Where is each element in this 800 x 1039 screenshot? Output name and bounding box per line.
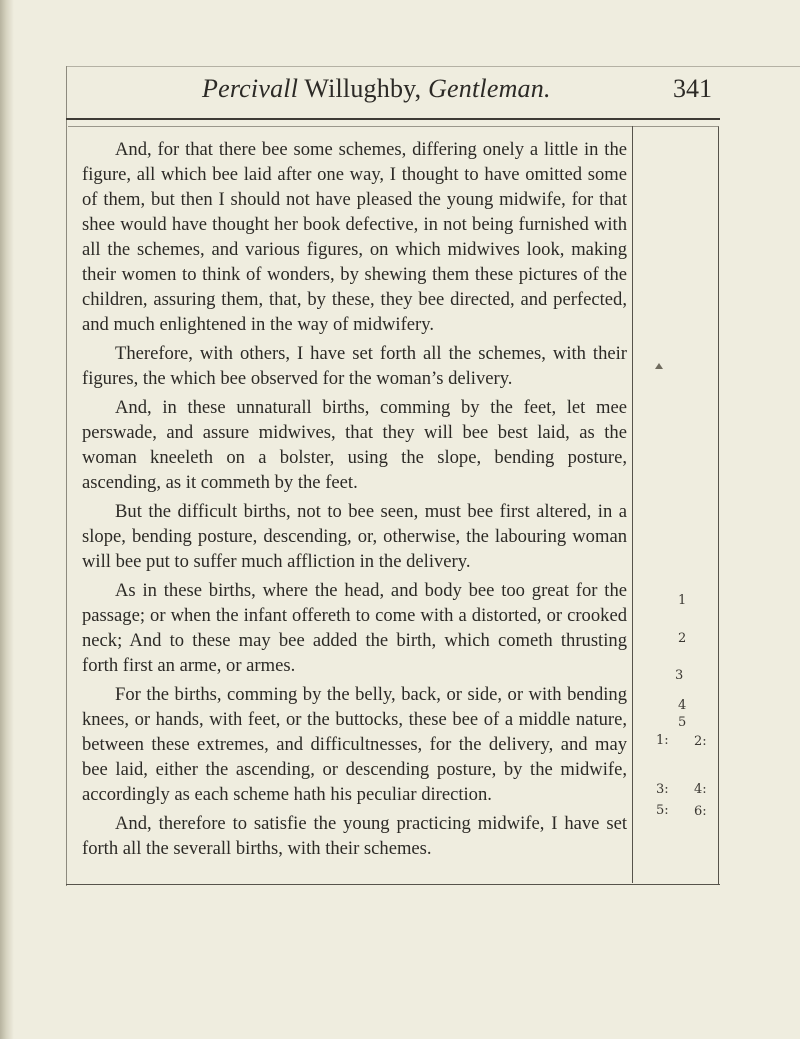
margin-note: 1: xyxy=(656,733,669,748)
margin-note: 5 xyxy=(678,715,687,730)
running-header xyxy=(66,74,712,114)
margin-note: 1 xyxy=(678,593,687,608)
margin-note: 5: xyxy=(656,803,669,818)
paragraph: And, for that there bee some schemes, differing onely a little in the figure, all which bee laid after one way, I thought to have omitted some of them, but then I should not have pleased the young midwife, for that shee would have thought her book defective, in not being furnished with all the schemes, and various figures, on which midwives look, making their women to think of wonders, by shewing them these pictures of the children, assuring them, that, by these, they bee directed, and perfected, and much enlightened in the way of midwifery. xyxy=(82,139,627,335)
title-name-italic: Percivall xyxy=(202,74,299,103)
margin-column-divider xyxy=(632,126,633,883)
paragraph: Therefore, with others, I have set forth all the schemes, with their figures, the which bee observed for the woman’s delivery. xyxy=(82,343,627,389)
title-rank-italic: Gentleman. xyxy=(428,74,551,103)
page-edge-top xyxy=(66,66,800,67)
paragraph: As in these births, where the head, and body bee too great for the passage; or when the infant offereth to come with a distorted, or crooked neck; And to these may bee added the birth, which cometh thrusting forth first an arme, or armes. xyxy=(82,580,627,676)
margin-note: 2 xyxy=(678,631,687,646)
paragraph: And, therefore to satisfie the young practicing midwife, I have set forth all the severall births, with their schemes. xyxy=(82,813,627,859)
margin-note: 3: xyxy=(656,782,669,797)
running-title xyxy=(202,74,551,104)
bottom-rule xyxy=(66,884,720,885)
title-name-plain: Willughby, xyxy=(298,74,429,103)
body-text xyxy=(82,137,627,865)
page-edge-left xyxy=(66,66,67,886)
page-number: 341 xyxy=(673,74,712,103)
margin-note: 4: xyxy=(694,782,707,797)
margin-note: 4 xyxy=(678,698,687,713)
paragraph: But the difficult births, not to bee seen, must bee first altered, in a slope, bending posture, descending, or, otherwise, the labouring woman will bee put to suffer much affliction in the delivery. xyxy=(82,501,627,572)
margin-note: 6: xyxy=(694,804,707,819)
paragraph: For the births, comming by the belly, back, or side, or with bending knees, or hands, with feet, or the buttocks, these bee of a middle nature, between these extremes, and difficultnesses, for the delivery, and may bee laid, either the ascending, or descending posture, by the midwife, accordingly as each scheme hath his peculiar direction. xyxy=(82,684,627,805)
margin-caret-mark xyxy=(655,363,663,369)
book-spine-shadow xyxy=(0,0,14,1039)
paragraph: And, in these unnaturall births, comming by the feet, let mee perswade, and assure midwives, that they will bee best laid, as the woman kneeleth on a bolster, using the slope, bending posture, ascending, as it commeth by the feet. xyxy=(82,397,627,493)
margin-note: 3 xyxy=(675,668,684,683)
header-rule xyxy=(66,118,720,120)
margin-note: 2: xyxy=(694,734,707,749)
